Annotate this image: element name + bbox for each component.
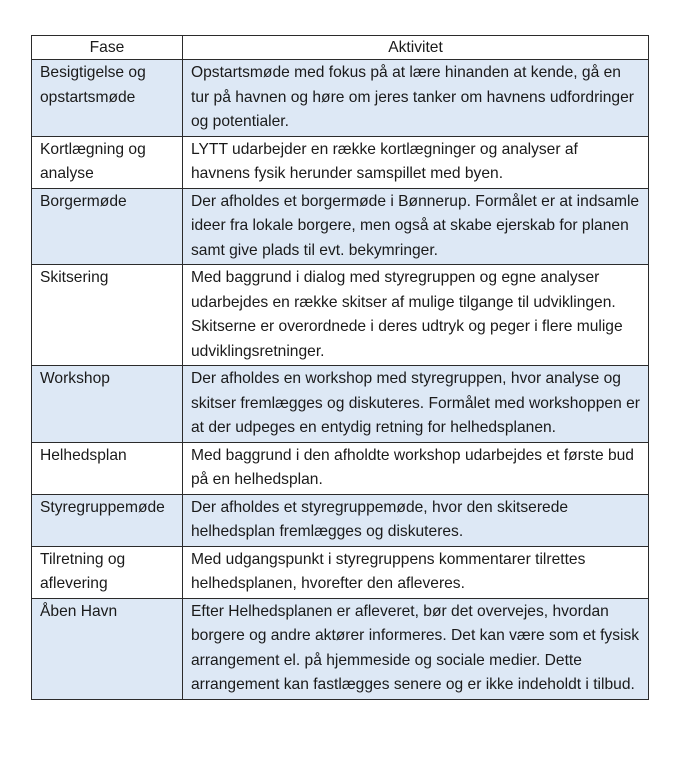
cell-aktivitet: Med baggrund i den afholdte workshop udarbejdes et første bud på en helhedsplan. [183, 442, 649, 494]
cell-fase: Helhedsplan [32, 442, 183, 494]
phase-table [31, 35, 649, 700]
header-fase: Fase [32, 36, 183, 60]
cell-fase: Styregruppemøde [32, 494, 183, 546]
cell-fase: Besigtigelse og opstartsmøde [32, 60, 183, 137]
table-row [32, 265, 649, 366]
table-row [32, 60, 649, 137]
table-row [32, 442, 649, 494]
cell-fase: Kortlægning og analyse [32, 136, 183, 188]
table-row [32, 366, 649, 443]
table-header-row [32, 36, 649, 60]
cell-aktivitet: Der afholdes et borgermøde i Bønnerup. Formålet er at indsamle ideer fra lokale borgere, men også at skabe ejerskab for planen samt give plads til evt. bekymringer. [183, 188, 649, 265]
header-aktivitet: Aktivitet [183, 36, 649, 60]
cell-aktivitet: Med udgangspunkt i styregruppens kommentarer tilrettes helhedsplanen, hvorefter den afleveres. [183, 546, 649, 598]
cell-fase: Borgermøde [32, 188, 183, 265]
cell-aktivitet: Opstartsmøde med fokus på at lære hinanden at kende, gå en tur på havnen og høre om jeres tanker om havnens udfordringer og potentialer. [183, 60, 649, 137]
table-row [32, 136, 649, 188]
cell-aktivitet: Der afholdes et styregruppemøde, hvor den skitserede helhedsplan fremlægges og diskuteres. [183, 494, 649, 546]
table-row [32, 188, 649, 265]
cell-fase: Tilretning og aflevering [32, 546, 183, 598]
cell-aktivitet: Med baggrund i dialog med styregruppen og egne analyser udarbejdes en række skitser af mulige tilgange til udviklingen. Skitserne er overordnede i deres udtryk og peger i flere mulige udviklingsretninger. [183, 265, 649, 366]
table-row [32, 546, 649, 598]
cell-aktivitet: Efter Helhedsplanen er afleveret, bør det overvejes, hvordan borgere og andre aktører informeres. Det kan være som et fysisk arrangement el. på hjemmeside og sociale medier. Dette arrangement kan fastlægges senere og er ikke indeholdt i tilbud. [183, 598, 649, 699]
cell-fase: Åben Havn [32, 598, 183, 699]
table-row [32, 598, 649, 699]
cell-fase: Skitsering [32, 265, 183, 366]
cell-aktivitet: LYTT udarbejder en række kortlægninger og analyser af havnens fysik herunder samspillet med byen. [183, 136, 649, 188]
cell-fase: Workshop [32, 366, 183, 443]
table-row [32, 494, 649, 546]
cell-aktivitet: Der afholdes en workshop med styregruppen, hvor analyse og skitser fremlægges og diskuteres. Formålet med workshoppen er at der udpeges en entydig retning for helhedsplanen. [183, 366, 649, 443]
